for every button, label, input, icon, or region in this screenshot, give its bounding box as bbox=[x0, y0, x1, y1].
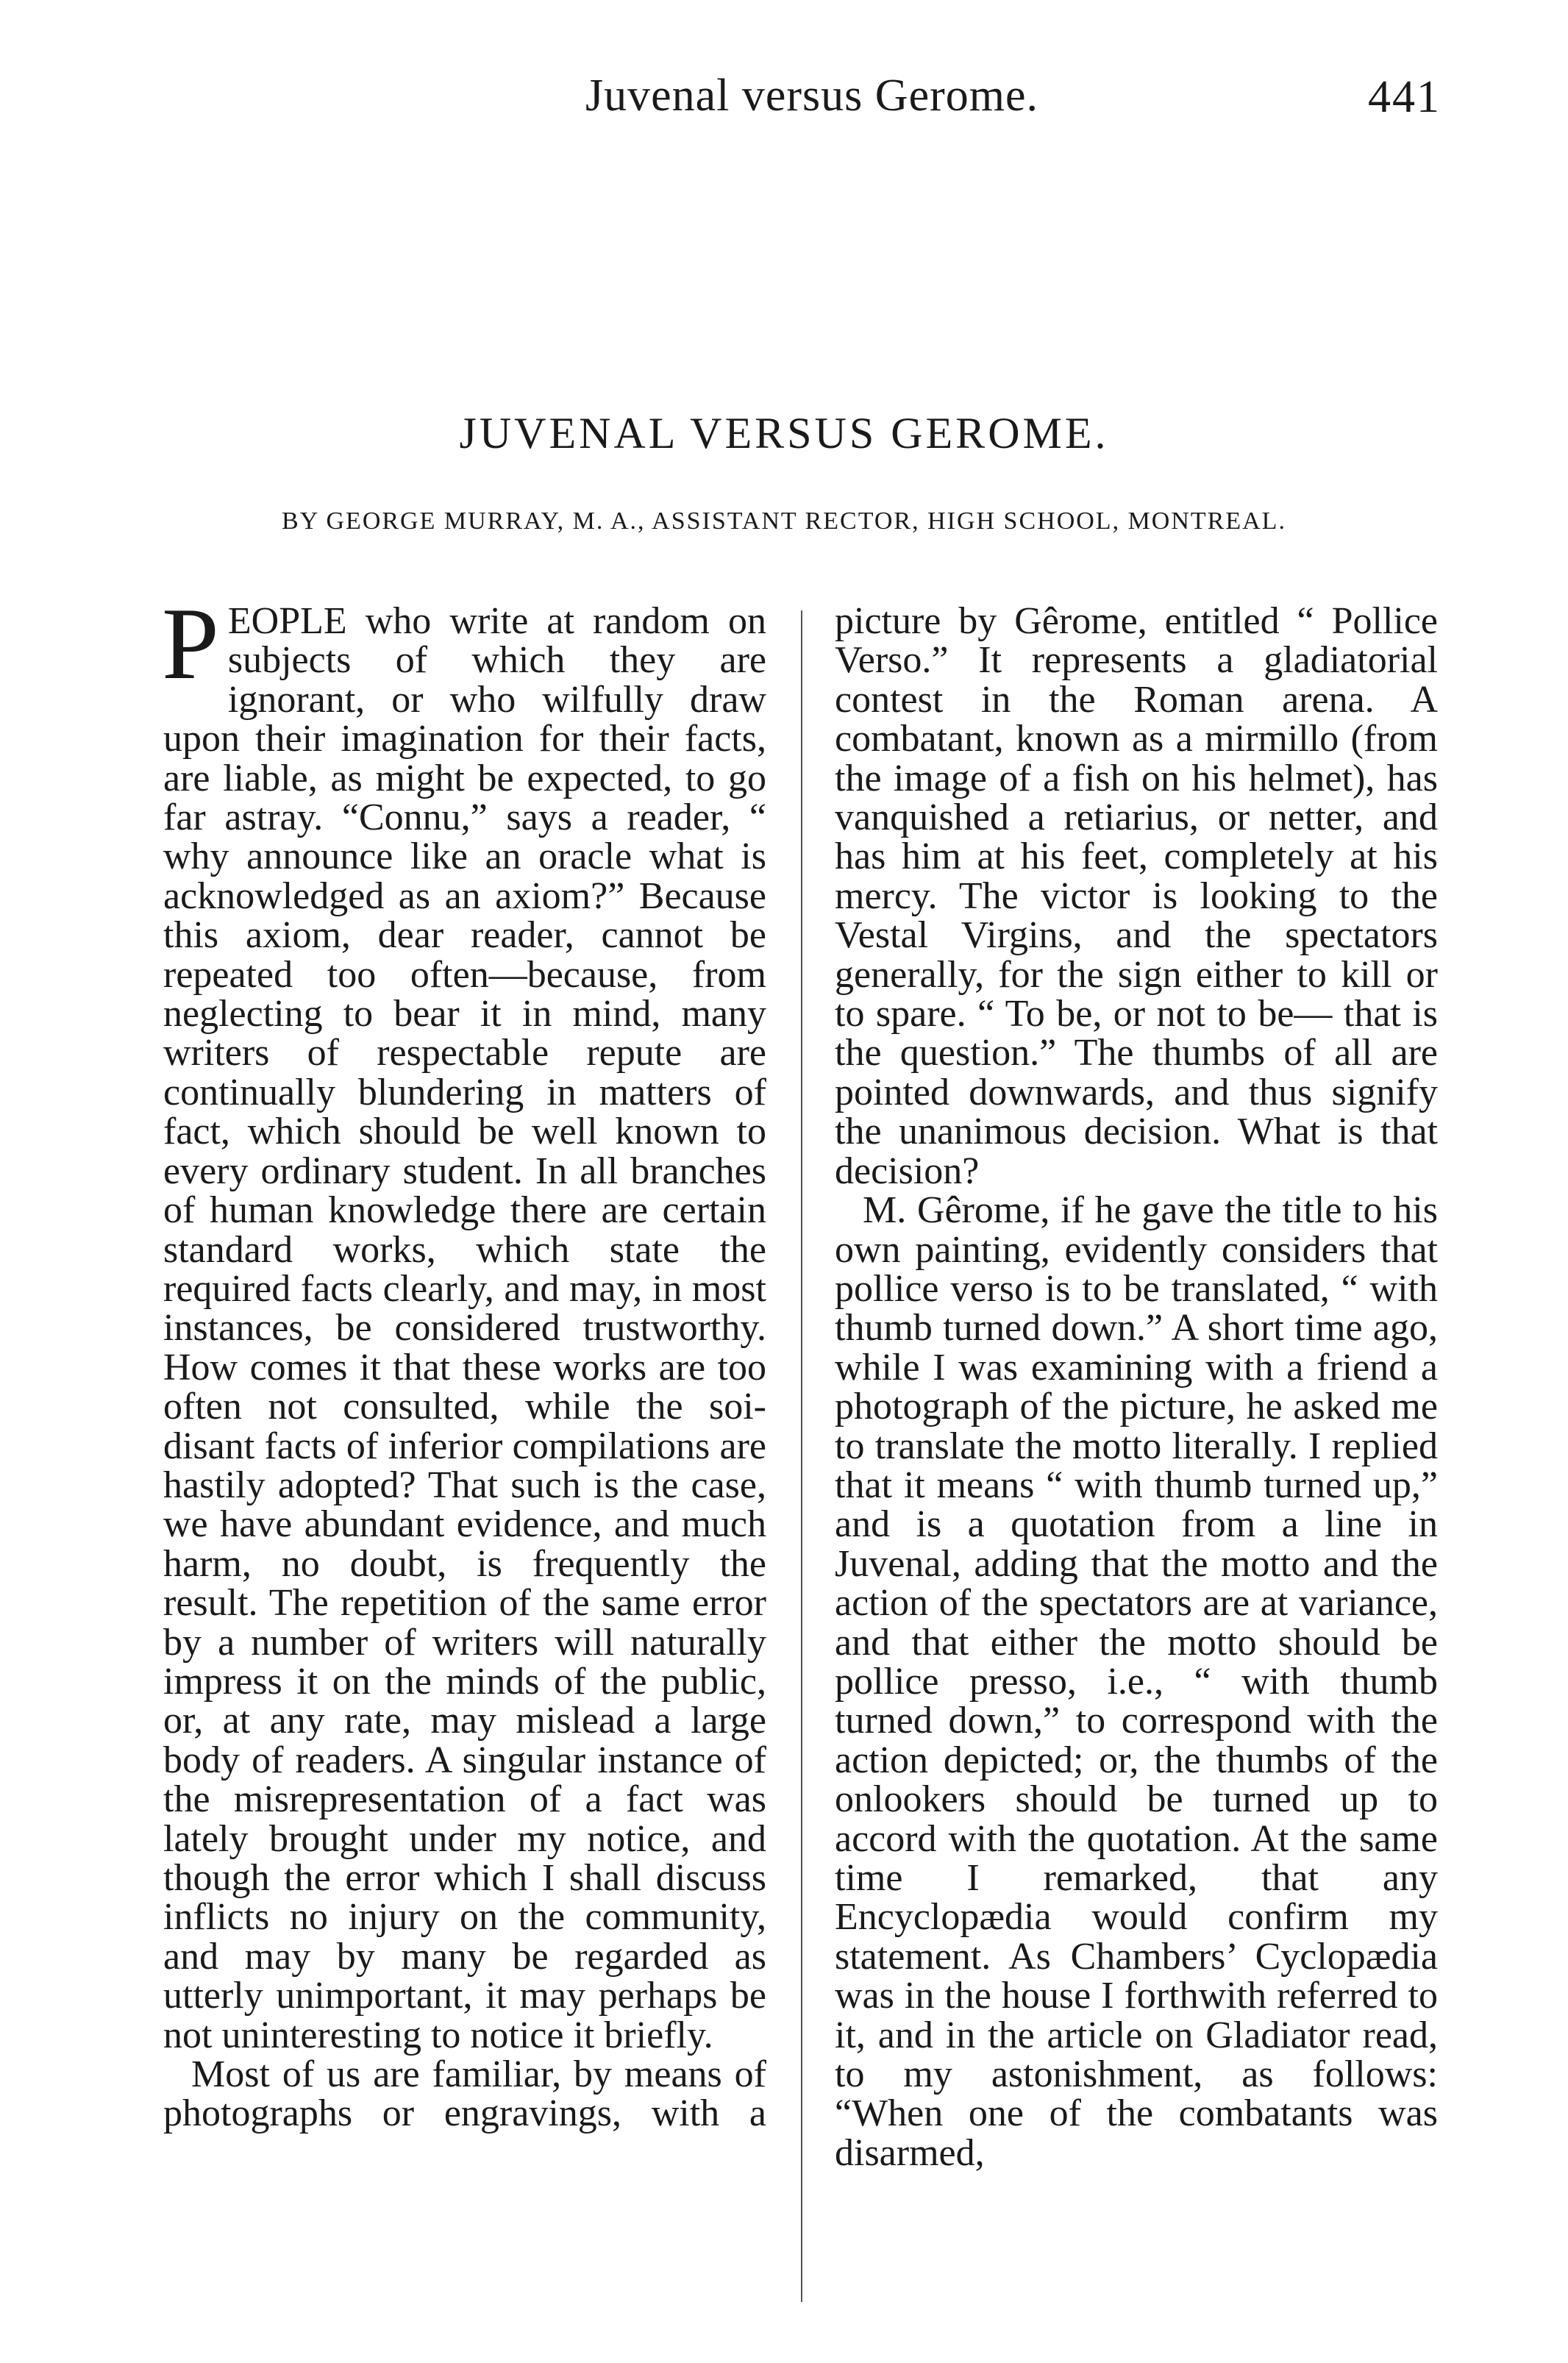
column-divider bbox=[801, 610, 802, 2302]
page-number: 441 bbox=[1368, 72, 1441, 122]
right-paragraph-2: M. Gêrome, if he gave the title to his own painting, evidently considers that pollice verso is to be translated, “ with thumb turned down.” A short time ago, while I was examining with a friend a photograph of the picture, he asked me to translate the motto literally. I replied that it means “ with thumb turned up,” and is a quotation from a line in Juvenal, adding that the motto and the action of the spectators are at variance, and that either the motto should be pollice presso, i.e., “ with thumb turned down,” to correspond with the action depicted; or, the thumbs of the onlookers should be turned up to accord with the quotation. At the same time I remarked, that any Encyclopædia would confirm my statement. As Chambers’ Cyclopædia was in the house I forthwith referred to it, and in the article on Gladiator read, to my astonishment, as follows: “When one of the combatants was disarmed, bbox=[835, 1189, 1438, 2174]
left-paragraph-1 bbox=[162, 587, 766, 2056]
left-paragraph-1-text: EOPLE who write at random on subjects of which they are ignorant, or who wilfully draw upon their imagination for their facts, are liable, as might be expected, to go far astray. “Connu,” says a reader, “ why announce like an oracle what is acknowledged as an axiom?” Because this axiom, dear reader, cannot be repeated too often—because, from neglecting to bear it in mind, many writers of respectable repute are continually blundering in matters of fact, which should be well known to every ordinary student. In all branches of human knowledge there are certain standard works, which state the required facts clearly, and may, in most instances, be considered trustworthy. How comes it that these works are too often not consulted, while the soi-disant facts of inferior compilations are hastily adopted? That such is the case, we have abundant evidence, and much harm, no doubt, is frequently the result. The repetition of the same error by a number of writers will naturally impress it on the minds of the public, or, at any rate, may mislead a large body of readers. A singular instance of the misrepresentation of a fact was lately brought under my notice, and though the error which I shall discuss inflicts no injury on the community, and may by many be regarded as utterly unimportant, it may perhaps be not uninteresting to notice it briefly. bbox=[163, 600, 766, 2056]
left-column bbox=[162, 587, 766, 2135]
right-paragraph-1: picture by Gêrome, entitled “ Pollice Verso.” It represents a gladiatorial contest in the Roman arena. A combatant, known as a mirmillo (from the image of a fish on his helmet), has vanquished a retiarius, or netter, and has him at his feet, completely at his mercy. The victor is looking to the Vestal Virgins, and the spectators generally, for the sign either to kill or to spare. “ To be, or not to be— that is the question.” The thumbs of all are pointed downwards, and thus signify the unanimous decision. What is that decision? bbox=[835, 600, 1438, 1192]
article-byline: BY GEORGE MURRAY, M. A., ASSISTANT RECTOR, HIGH SCHOOL, MONTREAL. bbox=[282, 507, 1286, 535]
running-head bbox=[0, 70, 1568, 129]
left-paragraph-2: Most of us are familiar, by means of photographs or engravings, with a bbox=[163, 2053, 766, 2135]
running-title: Juvenal versus Gerome. bbox=[585, 71, 1038, 121]
right-column bbox=[835, 602, 1438, 2173]
article-title: JUVENAL VERSUS GEROME. bbox=[459, 409, 1109, 457]
drop-cap: P bbox=[162, 587, 219, 701]
